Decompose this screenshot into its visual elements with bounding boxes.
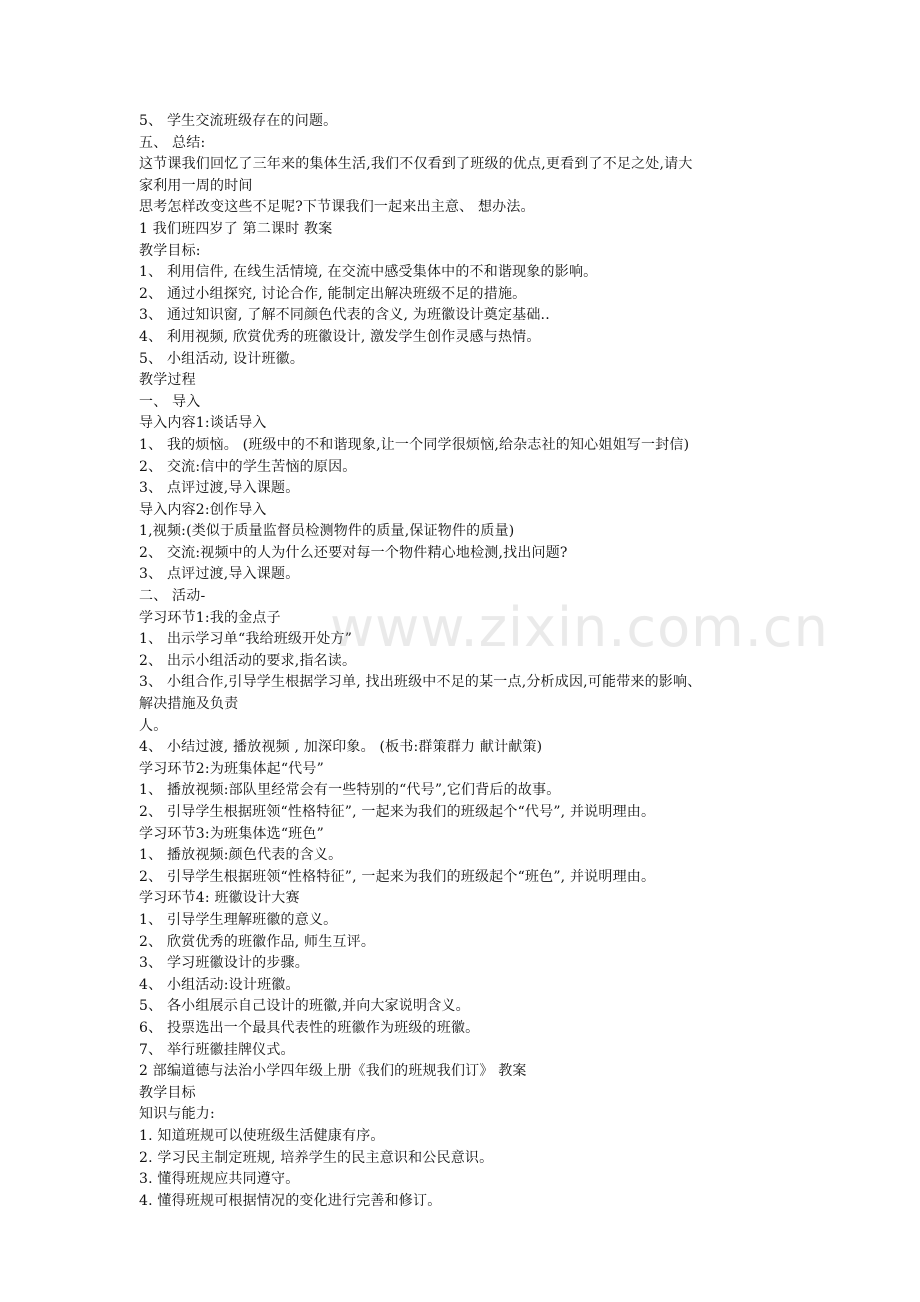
text-line: 5、 学生交流班级存在的问题。: [139, 113, 338, 129]
text-line: 2、 交流:视频中的人为什么还要对每一个物件精心地检测,找出问题?: [139, 544, 568, 561]
text-line: 1,视频:(类似于质量监督员检测物件的质量,保证物件的质量): [139, 523, 515, 540]
text-line: 2. 学习民主制定班规, 培养学生的民主意识和公民意识。: [139, 1149, 494, 1166]
text-line: 这节课我们回忆了三年来的集体生活,我们不仅看到了班级的优点,更看到了不足之处,请大: [139, 156, 693, 173]
text-line: 3、 小组合作,引导学生根据学习单, 找出班级中不足的某一点,分析成因,可能带来的影响、: [139, 674, 702, 691]
text-line: 2 部编道德与法治小学四年级上册《我们的班规我们订》 教案: [139, 1063, 527, 1080]
text-line: 3. 懂得班规应共同遵守。: [139, 1171, 300, 1188]
text-line: 学习环节3:为班集体选“班色”: [139, 825, 324, 842]
text-line: 教学过程: [139, 372, 196, 389]
text-line: 4、 小组活动:设计班徽。: [139, 976, 300, 993]
text-line: 2、 交流:信中的学生苦恼的原因。: [139, 458, 357, 475]
text-line: 3、 通过知识窗, 了解不同颜色代表的含义, 为班徽设计奠定基础..: [139, 307, 550, 324]
text-line: 5、 各小组展示自己设计的班徽,并向大家说明含义。: [139, 998, 470, 1015]
text-line: 学习环节2:为班集体起“代号”: [139, 760, 324, 777]
text-line: 4. 懂得班规可根据情况的变化进行完善和修订。: [139, 1192, 442, 1209]
text-line: 1、 出示学习单“我给班级开处方”: [139, 631, 353, 648]
text-line: 2、 欣赏优秀的班徽作品, 师生互评。: [139, 933, 376, 950]
text-line: 5、 小组活动, 设计班徽。: [139, 350, 305, 367]
text-line: 1、 播放视频:部队里经常会有一些特别的“代号”,它们背后的故事。: [139, 782, 561, 799]
text-line: 2、 通过小组探究, 讨论合作, 能制定出解决班级不足的措施。: [139, 285, 527, 302]
text-line: 一、 导入: [139, 393, 201, 410]
text-line: 1 我们班四岁了 第二课时 教案: [139, 220, 333, 237]
text-line: 二、 活动-: [139, 588, 206, 605]
text-line: 2、 引导学生根据班领“性格特征”, 一起来为我们的班级起个“班色”, 并说明理由。: [139, 868, 656, 885]
text-line: 7、 举行班徽挂牌仪式。: [139, 1041, 295, 1058]
text-line: 4、 小结过渡, 播放视频 , 加深印象。 (板书:群策群力 献计献策): [139, 739, 543, 756]
text-line: 6、 投票选出一个最具代表性的班徽作为班级的班徽。: [139, 1019, 480, 1036]
text-line: 五、 总结:: [139, 134, 206, 151]
text-line: 学习环节1:我的金点子: [139, 609, 281, 626]
text-line: 2、 引导学生根据班领“性格特征”, 一起来为我们的班级起个“代号”, 并说明理由。: [139, 804, 656, 820]
text-line: 教学目标: [139, 1084, 196, 1101]
text-line: 学习环节4: 班徽设计大赛: [139, 890, 300, 907]
text-line: 1、 利用信件, 在线生活情境, 在交流中感受集体中的不和谐现象的影响。: [139, 264, 598, 281]
text-line: 1. 知道班规可以使班级生活健康有序。: [139, 1127, 385, 1144]
text-line: 导入内容2:创作导入: [139, 501, 267, 518]
text-line: 人。: [139, 717, 168, 734]
watermark: www.zixin.com.cn: [330, 596, 829, 659]
text-line: 4、 利用视频, 欣赏优秀的班徽设计, 激发学生创作灵感与热情。: [139, 328, 541, 345]
text-line: 1、 引导学生理解班徽的意义。: [139, 911, 338, 928]
text-line: 3、 学习班徽设计的步骤。: [139, 955, 309, 972]
text-line: 思考怎样改变这些不足呢?下节课我们一起来出主意、 想办法。: [139, 199, 535, 216]
text-line: 3、 点评过渡,导入课题。: [139, 566, 300, 583]
text-line: 知识与能力:: [139, 1106, 215, 1123]
text-line: 1、 播放视频:颜色代表的含义。: [139, 847, 343, 864]
text-line: 2、 出示小组活动的要求,指名读。: [139, 652, 357, 669]
text-line: 解决措施及负责: [139, 696, 239, 713]
document-body: [139, 111, 819, 1212]
text-line: 1、 我的烦恼。 (班级中的不和谐现象,让一个同学很烦恼,给杂志社的知心姐姐写一封信): [139, 436, 690, 453]
text-line: 导入内容1:谈话导入: [139, 415, 267, 432]
text-line: 3、 点评过渡,导入课题。: [139, 480, 300, 497]
text-line: 家利用一周的时间: [139, 177, 253, 194]
text-line: 教学目标:: [139, 242, 201, 259]
